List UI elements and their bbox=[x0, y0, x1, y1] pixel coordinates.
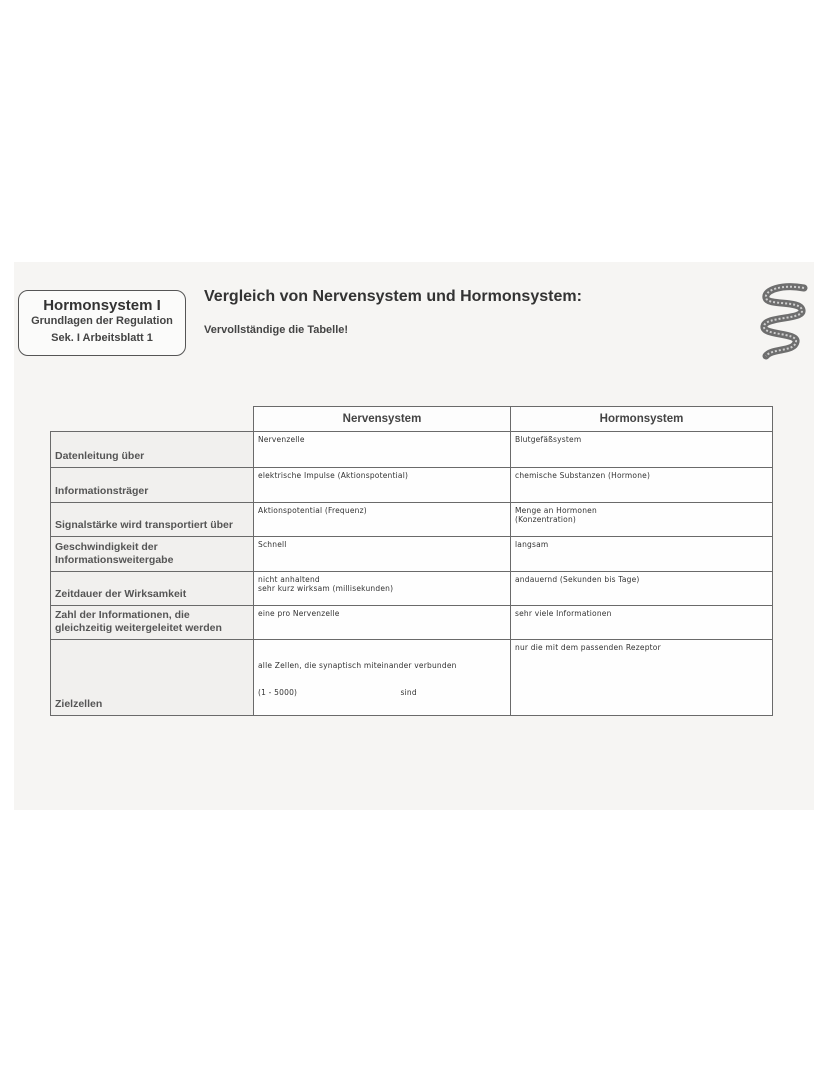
table-row bbox=[51, 572, 773, 606]
table-row bbox=[51, 432, 773, 468]
hormon-answer bbox=[511, 640, 773, 716]
nerv-answer bbox=[254, 468, 511, 503]
nerv-answer-line: nicht anhaltend bbox=[258, 575, 320, 584]
spiral-ribbon-logo-icon bbox=[752, 282, 812, 362]
hormon-answer-line: chemische Substanzen (Hormone) bbox=[515, 471, 651, 480]
instruction-text: Vervollständige die Tabelle! bbox=[204, 324, 349, 336]
row-label: Zielzellen bbox=[51, 640, 254, 716]
nerv-answer bbox=[254, 503, 511, 537]
hormon-answer-line: Blutgefäßsystem bbox=[515, 435, 582, 444]
nerv-answer-line: Nervenzelle bbox=[258, 435, 305, 444]
column-header-hormonsystem: Hormonsystem bbox=[511, 407, 773, 432]
nerv-answer bbox=[254, 572, 511, 606]
nerv-answer-line: sehr kurz wirksam (millisekunden) bbox=[258, 584, 394, 593]
worksheet-title-box bbox=[18, 290, 186, 356]
hormon-answer bbox=[511, 606, 773, 640]
table-row bbox=[51, 537, 773, 572]
hormon-answer bbox=[511, 468, 773, 503]
table-row bbox=[51, 503, 773, 537]
row-label: Informationsträger bbox=[51, 468, 254, 503]
nerv-answer-line: Schnell bbox=[258, 540, 287, 549]
table-row bbox=[51, 640, 773, 716]
nerv-answer bbox=[254, 537, 511, 572]
row-label: Geschwindigkeit der Informationsweitergabe bbox=[51, 537, 254, 572]
hormon-answer bbox=[511, 572, 773, 606]
hormon-answer-line: andauernd (Sekunden bis Tage) bbox=[515, 575, 640, 584]
hormon-answer bbox=[511, 432, 773, 468]
title-box-heading: Hormonsystem I bbox=[43, 297, 161, 314]
table-corner bbox=[51, 407, 254, 432]
hormon-answer-line: nur die mit dem passenden Rezeptor bbox=[515, 643, 661, 652]
nerv-answer-line: eine pro Nervenzelle bbox=[258, 609, 340, 618]
row-label: Zahl der Informationen, die gleichzeitig weitergeleitet werden bbox=[51, 606, 254, 640]
hormon-answer bbox=[511, 537, 773, 572]
nerv-answer-line: alle Zellen, die synaptisch miteinander verbunden bbox=[258, 661, 457, 670]
row-label: Datenleitung über bbox=[51, 432, 254, 468]
table-row bbox=[51, 606, 773, 640]
title-box-subtitle: Grundlagen der Regulation bbox=[31, 315, 173, 327]
nerv-answer bbox=[254, 432, 511, 468]
hormon-answer-line: (Konzentration) bbox=[515, 515, 577, 524]
table-header-row bbox=[51, 407, 773, 432]
row-label: Signalstärke wird transportiert über bbox=[51, 503, 254, 537]
nerv-answer-line: Aktionspotential (Frequenz) bbox=[258, 506, 367, 515]
nerv-answer-line: (1 - 5000) sind bbox=[258, 688, 417, 697]
column-header-nervensystem: Nervensystem bbox=[254, 407, 511, 432]
hormon-answer bbox=[511, 503, 773, 537]
page-title: Vergleich von Nervensystem und Hormonsystem: bbox=[204, 288, 582, 305]
table-row bbox=[51, 468, 773, 503]
nerv-answer bbox=[254, 640, 511, 716]
nerv-answer bbox=[254, 606, 511, 640]
hormon-answer-line: sehr viele Informationen bbox=[515, 609, 612, 618]
hormon-answer-line: langsam bbox=[515, 540, 549, 549]
comparison-table bbox=[50, 406, 773, 716]
hormon-answer-line: Menge an Hormonen bbox=[515, 506, 597, 515]
row-label: Zeitdauer der Wirksamkeit bbox=[51, 572, 254, 606]
nerv-answer-line: elektrische Impulse (Aktionspotential) bbox=[258, 471, 409, 480]
title-box-sheet-number: Sek. I Arbeitsblatt 1 bbox=[51, 332, 153, 344]
